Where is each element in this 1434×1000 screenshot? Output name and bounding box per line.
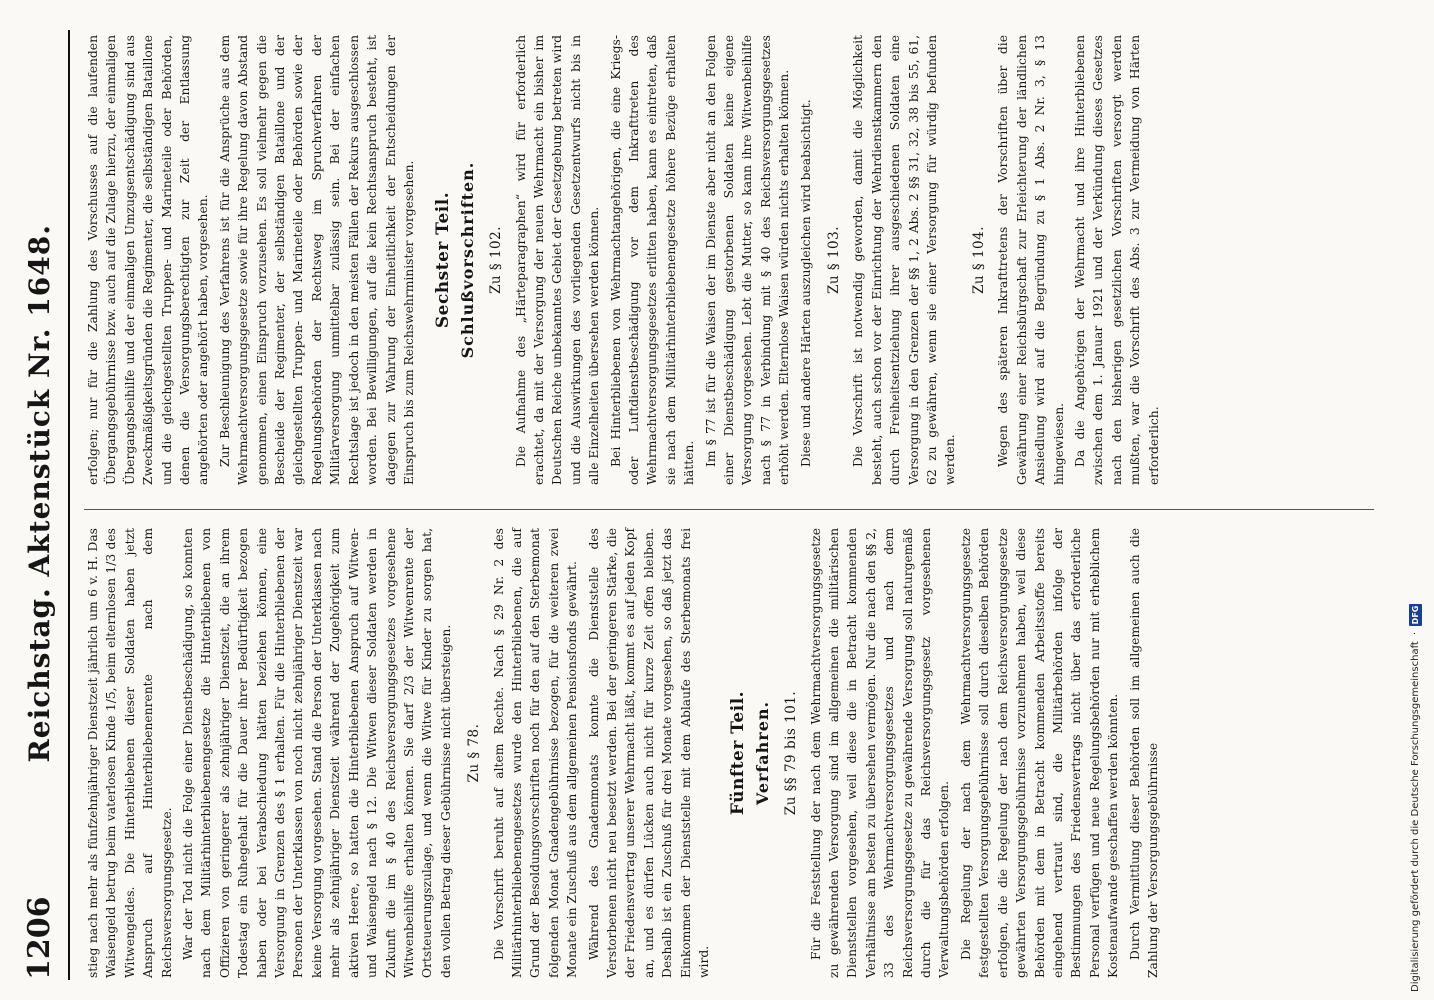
- paragraph: Die Vorschrift ist notwendig geworden, damit die Möglichkeit besteht, auch schon vor der Einrichtung der Wehrdienstkammern den durch Freiheitsentziehung ihrer ausgeschiedenen Soldaten eine Versorgung in den Grenzen der §§ 1, 2 Abs. 2 §§ 31, 32, 38 bis 55, 61, 62 zu gewähren, wenn sie einer Versorgung für würdig befunden werden.: [851, 35, 958, 485]
- header-rule: [68, 30, 70, 980]
- paragraph: Durch Vermittlung dieser Behörden soll im allgemeinen auch die Zahlung der Versorgungsgebührnisse: [1127, 528, 1160, 978]
- section-marker: Zu § 104.: [970, 226, 987, 294]
- part-title: Fünfter Teil.: [728, 690, 749, 816]
- paragraph: Die Aufnahme des „Härteparagraphen“ wird für erforderlich erachtet, da mit der Versorgung der neuen Wehrmacht ein bisher im Deutschen Reiche unbekanntes Gebiet der Gesetzgebung betreten wird und die Auswirkungen des vorliegenden Gesetzentwurfs nicht bis in alle Einzelheiten übersehen werden können.: [513, 35, 602, 485]
- page-header: [10, 30, 68, 980]
- part-heading: Schlußvorschriften.: [457, 161, 477, 359]
- paragraph: Im § 77 ist für die Waisen der im Dienste aber nicht an den Folgen einer Dienstbeschädigung gestorbenen Soldaten keine eigene Versorgung vorgesehen. Lebt die Mutter, so kann ihre Witwenbeihilfe nach § 77 in Verbindung mit § 40 des Reichsversorgungsgesetzes erhöht werden. Elternlose Waisen würden nichts erhalten können.: [703, 35, 792, 485]
- section-marker: Zu §§ 79 bis 101.: [783, 690, 800, 816]
- column-divider: [84, 509, 1374, 510]
- dfg-logo-icon: DFG: [1410, 605, 1420, 625]
- paragraph: War der Tod nicht die Folge einer Dienstbeschädigung, so konnten nach dem Militärhinterbliebenengesetze die Hinterbliebenen von Offizieren von geringerer als zehnjähriger Dienstzeit, die an ihrem Todestag ein Ruhegehalt für die Dauer ihrer Bedürftigkeit bezogen haben oder bei Verabschiedung hätten beziehen können, eine Versorgung in Grenzen des § 1 erhalten. Für die Hinterbliebenen der Personen der Unterklassen von noch nicht zehnjähriger Dienstzeit war keine Versorgung vorgesehen. Stand die Person der Unterklassen nach mehr als zehnjähriger Dienstzeit während der Zugehörigkeit zum aktiven Heere, so hatten die Hinterbliebenen Anspruch auf Witwen- und Waisengeld nach § 12. Die Witwen dieser Soldaten werden in Zukunft die im § 40 des Reichsversorgungsgesetzes vorgesehene Witwenbeihilfe erhalten können. Sie darf 2/3 der Witwenrente der Ortsteuerungszulage, und wenn die Witwe für Kinder zu sorgen hat, den vollen Betrag dieser Gebührnisse nicht übersteigen.: [181, 528, 453, 978]
- credit-separator: ·: [1409, 631, 1421, 636]
- digitization-credit: [1404, 0, 1426, 1000]
- page-title: Reichstag. Aktenstück Nr. 1648.: [22, 224, 56, 763]
- section-marker: Zu § 78.: [466, 723, 483, 783]
- paragraph: Da die Angehörigen der Wehrmacht und ihre Hinterbliebenen zwischen dem 1. Januar 1921 und der Verkündung dieses Gesetzes nach den bisherigen gesetzlichen Vorschriften versorgt werden mußten, war die Vorschrift des Abs. 3 zur Vermeidung von Härten erforderlich.: [1072, 35, 1161, 485]
- left-column: [84, 528, 1374, 978]
- paragraph: Diese und andere Härten auszugleichen wird beabsichtigt.: [798, 99, 813, 467]
- paragraph: stieg nach mehr als fünfzehnjähriger Dienstzeit jährlich um 6 v. H. Das Waisengeld betrug beim vaterlosen Kinde 1/5, beim elternlosen 1/3 des Witwengeldes. Die Hinterbliebenen dieser Soldaten haben jetzt Anspruch auf Hinterbliebenenrente nach dem Reichsversorgungsgesetze.: [86, 528, 174, 978]
- section-marker: Zu § 102.: [488, 226, 505, 294]
- section-marker: Zu § 103.: [826, 226, 843, 294]
- page-number: 1206: [21, 896, 57, 980]
- paragraph: Zur Beschleunigung des Verfahrens ist für die Ansprüche aus dem Wehrmachtversorgungsgesetze sowie für ihre Regelung davon Abstand genommen, einen Einspruch vorzusehen. Es soll vielmehr gegen die Bescheide der Regimenter, der selbständigen Bataillone und der gleichgestellten Truppen- und Marineteile oder Behörden sowie der Regelungsbehörden der Rechtsweg im Spruchverfahren der Militärversorgung unmittelbar zulässig sein. Bei der einfachen Rechtslage ist jedoch in den meisten Fällen der Rekurs ausgeschlossen worden. Bei Bewilligungen, auf die kein Rechtsanspruch besteht, ist dagegen zur Wahrung der Einheitlichkeit der Entscheidungen der Einspruch bis zum Reichswehrminister vorgesehen.: [217, 35, 416, 485]
- credit-text: Digitalisierung gefördert durch die Deutsche Forschungsgemeinschaft: [1409, 641, 1421, 992]
- paragraph: erfolgen; nur für die Zahlung des Vorschusses auf die laufenden Übergangsgebührnisse bzw. auch auf die Zulage hierzu, der einmaligen Übergangsbeihilfe und der einmaligen Umzugsentschädigung sind aus Zweckmäßigkeitsgründen die Regimenter, die selbständigen Bataillone und die gleichgestellten Truppen- und Marineteile oder Behörden, denen die Versorgungsberechtigten zur Zeit der Entlassung angehörten oder angehört haben, vorgesehen.: [86, 35, 211, 485]
- paragraph: Die Regelung der nach dem Wehrmachtversorgungsgesetze festgestellten Versorgungsgebührnisse soll durch dieselben Behörden erfolgen, die die Regelung der nach dem Reichsversorgungsgesetze gewährten Versorgungsgebührnisse vorzunehmen haben, weil diese Behörden mit dem in Betracht kommenden Arbeitsstoffe bereits eingehend vertraut sind, die Militärbehörden infolge der Bestimmungen des Friedensvertrags nicht über das erforderliche Personal verfügen und neue Regelungsbehörden nur mit erheblichem Kostenaufwande geschaffen werden könnten.: [958, 528, 1121, 978]
- paragraph: Die Vorschrift beruht auf altem Rechte. Nach § 29 Nr. 2 des Militärhinterbliebenengesetzes wurde den Hinterbliebenen, die auf Grund der Besoldungsvorschriften noch für den auf den Sterbemonat folgenden Monat Gnadengebührnisse bezogen, für die weiteren zwei Monate ein Zuschuß aus dem allgemeinen Pensionsfonds gewährt.: [491, 528, 580, 978]
- paragraph: Während des Gnadenmonats konnte die Dienststelle des Verstorbenen nicht neu besetzt werden. Bei der geringeren Stärke, die der Friedensvertrag unserer Wehrmacht läßt, kommt es auf jeden Kopf an, und es dürfen Lücken auch nicht für kurze Zeit offen bleiben. Deshalb ist ein Zuschuß für drei Monate vorgesehen, so daß jetzt das Einkommen der Dienststelle mit dem Ablaufe des Sterbemonats frei wird.: [586, 528, 711, 978]
- paragraph: Bei Hinterbliebenen von Wehrmachtangehörigen, die eine Kriegs- oder Luftdienstbeschädigung vor dem Inkrafttreten des Wehrmachtversorgungsgesetzes erlitten haben, kann es eintreten, daß sie nach dem Militärhinterbliebenengesetze höhere Bezüge erhalten hätten.: [608, 35, 697, 485]
- paragraph: Wegen des späteren Inkrafttretens der Vorschriften über die Gewährung einer Reichsbürgschaft zur Erleichterung der ländlichen Ansiedlung wird auf die Begründung zu § 1 Abs. 2 Nr. 3, § 13 hingewiesen.: [996, 35, 1066, 485]
- part-title: Sechster Teil.: [433, 191, 454, 329]
- paragraph: Für die Feststellung der nach dem Wehrmachtversorgungsgesetze zu gewährenden Versorgung sind im allgemeinen die militärischen Dienststellen vorgesehen, weil diese die in Betracht kommenden Verhältnisse am besten zu übersehen vermögen. Nur die nach den §§ 2, 33 des Wehrmachtversorgungsgesetzes und nach dem Reichsversorgungsgesetze zu gewährende Versorgung soll naturgemäß durch die für das Reichsversorgungsgesetz vorgesehenen Verwaltungsbehörden erfolgen.: [808, 528, 952, 978]
- part-heading: Verfahren.: [752, 700, 772, 806]
- right-column: [84, 35, 1374, 485]
